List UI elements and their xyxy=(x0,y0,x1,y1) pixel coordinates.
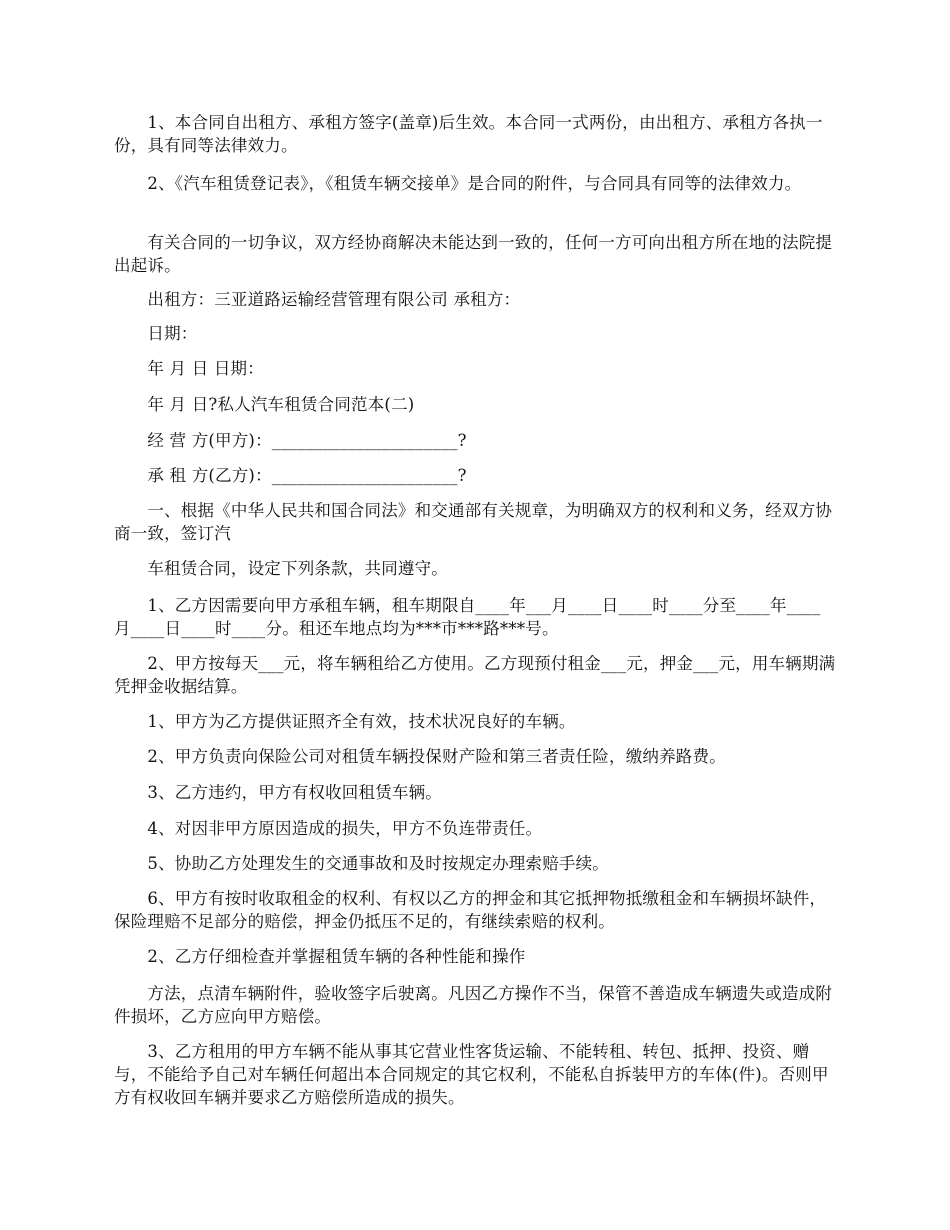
paragraph-b-method: 方法，点清车辆附件，验收签字后驶离。凡因乙方操作不当，保管不善造成车辆遗失或造成附件损坏，乙方应向甲方赔偿。 xyxy=(114,984,833,1026)
paragraph-basis: 一、根据《中华人民共和国合同法》和交通部有关规章，为明确双方的权利和义务，经双方协商一致，签订汽 xyxy=(114,501,833,543)
paragraph-party-a: 经 营 方(甲方)：______________________? xyxy=(114,431,467,450)
paragraph-attachments: 2、《汽车租赁登记表》，《租赁车辆交接单》是合同的附件，与合同具有同等的法律效力。 xyxy=(114,174,802,193)
paragraph-effectiveness: 1、本合同自出租方、承租方签字(盖章)后生效。本合同一式两份，由出租方、承租方各执一份，具有同等法律效力。 xyxy=(114,113,823,155)
paragraph-lessor-lessee: 出租方：三亚道路运输经营管理有限公司 承租方： xyxy=(114,290,521,309)
paragraph-a-duty-2: 2、甲方负责向保险公司对租赁车辆投保财产险和第三者责任险，缴纳养路费。 xyxy=(114,747,726,766)
paragraph-a-duty-6: 6、甲方有按时收取租金的权利、有权以乙方的押金和其它抵押物抵缴租金和车辆损坏缺件，保险理赔不足部分的赔偿，押金仍抵压不足的，有继续索赔的权利。 xyxy=(114,889,827,931)
paragraph-b-inspect: 2、乙方仔细检查并掌握租赁车辆的各种性能和操作 xyxy=(114,947,526,966)
paragraph-rent-payment: 2、甲方按每天___元，将车辆租给乙方使用。乙方现预付租金___元，押金___元，用车辆期满凭押金收据结算。 xyxy=(114,654,836,696)
paragraph-a-duty-5: 5、协助乙方处理发生的交通事故和及时按规定办理索赔手续。 xyxy=(114,854,609,873)
paragraph-ymd-date: 年 月 日 日期： xyxy=(114,359,264,378)
paragraph-disputes: 有关合同的一切争议，双方经协商解决未能达到一致的，任何一方可向出租方所在地的法院提出起诉。 xyxy=(114,233,833,275)
paragraph-rental-period: 1、乙方因需要向甲方承租车辆，租车期限自____年___月____日____时____分至____年____月____日____时____分。租还车地点均为***市***路***号。 xyxy=(114,596,821,638)
paragraph-a-duty-4: 4、对因非甲方原因造成的损失，甲方不负连带责任。 xyxy=(114,819,543,838)
paragraph-party-b: 承 租 方(乙方)：______________________? xyxy=(114,466,467,485)
paragraph-terms-intro: 车租赁合同，设定下列条款，共同遵守。 xyxy=(114,559,448,578)
paragraph-a-duty-3: 3、乙方违约，甲方有权收回租赁车辆。 xyxy=(114,783,442,802)
paragraph-contract-title: 年 月 日?私人汽车租赁合同范本(二) xyxy=(114,395,415,414)
paragraph-a-duty-1: 1、甲方为乙方提供证照齐全有效，技术状况良好的车辆。 xyxy=(114,712,576,731)
paragraph-b-restrictions: 3、乙方租用的甲方车辆不能从事其它营业性客货运输、不能转租、转包、抵押、投资、赠与，不能给予自己对车辆任何超出本合同规定的其它权利，不能私自拆装甲方的车体(件)。否则甲方有权收回车辆并要求乙方赔偿所造成的损失。 xyxy=(114,1042,829,1107)
paragraph-date: 日期： xyxy=(114,324,198,343)
